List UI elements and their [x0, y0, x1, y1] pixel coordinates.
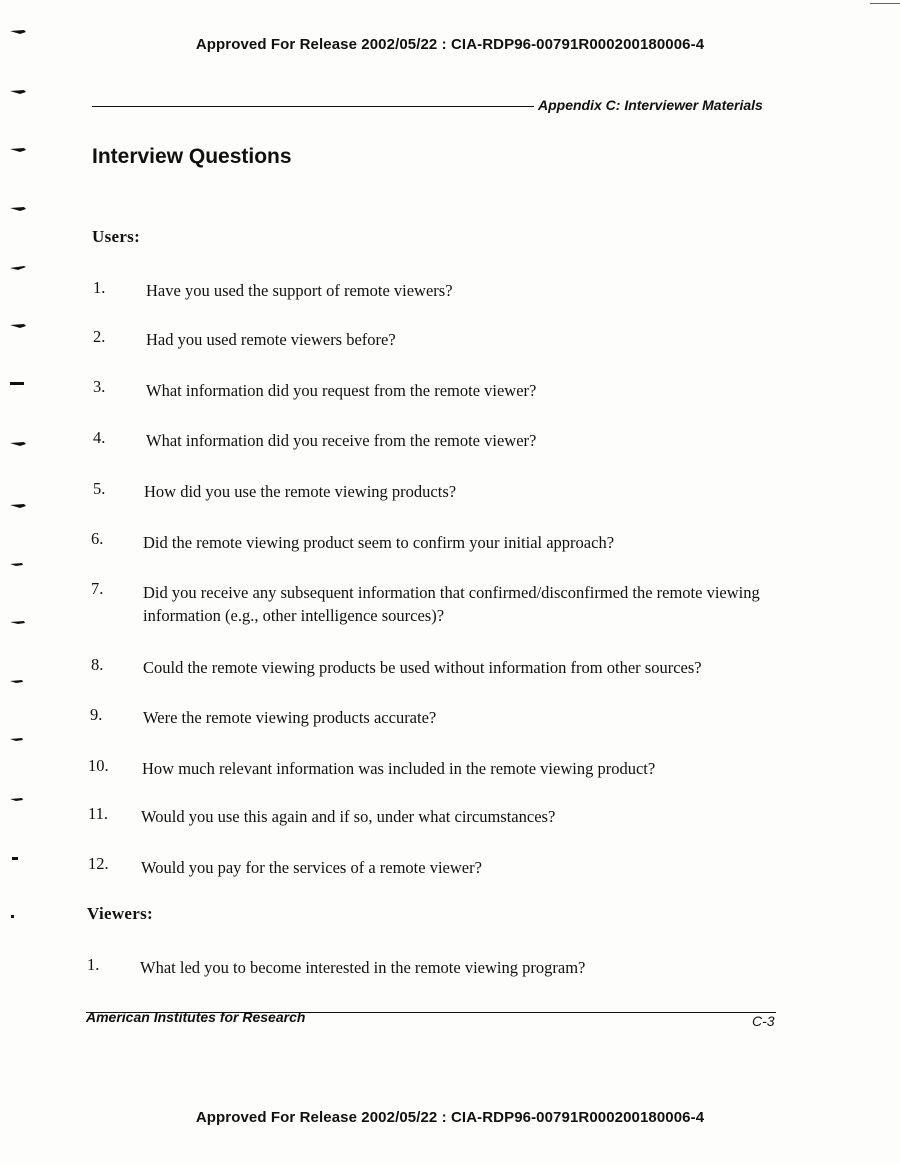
binding-mark	[8, 88, 28, 96]
question-text: Could the remote viewing products be used without information from other sources?	[143, 658, 702, 677]
question-text: Have you used the support of remote viewers?	[146, 281, 453, 300]
question-text: Did the remote viewing product seem to confirm your initial approach?	[143, 533, 615, 552]
question-number: 3.	[93, 377, 106, 396]
question-text: How much relevant information was included in the remote viewing product?	[142, 759, 656, 778]
binding-mark	[8, 205, 28, 213]
viewers-heading: Viewers:	[87, 904, 153, 923]
binding-mark	[8, 677, 28, 685]
header-rule	[92, 106, 534, 107]
binding-mark	[8, 618, 28, 626]
binding-mark	[8, 560, 28, 568]
question-number: 11.	[88, 804, 109, 823]
binding-mark	[8, 264, 28, 272]
question-number: 8.	[91, 655, 104, 674]
question-text: Would you use this again and if so, under what circumstances?	[141, 807, 556, 826]
question-text: What information did you request from the remote viewer?	[146, 381, 537, 400]
binding-mark	[8, 322, 28, 330]
binding-mark	[8, 502, 28, 510]
question-number: 9.	[90, 705, 103, 724]
question-text: Did you receive any subsequent information that confirmed/disconfirmed the remote viewing information (e.g., other intelligence sources)?	[143, 583, 760, 625]
page-title: Interview Questions	[92, 145, 292, 168]
binding-mark	[8, 380, 28, 388]
page-number: C-3	[752, 1013, 775, 1029]
question-number: 5.	[93, 479, 106, 498]
binding-mark	[8, 28, 28, 36]
question-number: 6.	[91, 529, 104, 548]
question-text: How did you use the remote viewing products?	[144, 482, 457, 501]
running-header: Appendix C: Interviewer Materials	[538, 97, 763, 113]
question-number: 1.	[93, 278, 106, 297]
binding-mark	[8, 735, 28, 743]
footer-organization: American Institutes for Research	[86, 1009, 306, 1025]
binding-mark	[8, 912, 28, 920]
users-heading: Users:	[92, 227, 141, 246]
release-stamp-bottom: Approved For Release 2002/05/22 : CIA-RDP96-00791R000200180006-4	[195, 1109, 705, 1126]
binding-mark	[8, 440, 28, 448]
question-number: 12.	[88, 854, 109, 873]
binding-mark	[8, 854, 28, 862]
question-text: Had you used remote viewers before?	[146, 330, 396, 349]
question-text: Were the remote viewing products accurate?	[143, 708, 437, 727]
question-number: 2.	[93, 327, 106, 346]
binding-mark	[8, 795, 28, 803]
release-stamp-top: Approved For Release 2002/05/22 : CIA-RDP96-00791R000200180006-4	[195, 36, 705, 53]
binding-mark	[8, 146, 28, 154]
question-number: 4.	[93, 428, 106, 447]
question-text: What information did you receive from the remote viewer?	[146, 431, 537, 450]
question-number: 10.	[88, 756, 109, 775]
question-number: 7.	[91, 579, 104, 598]
question-number: 1.	[87, 955, 100, 974]
question-text: Would you pay for the services of a remote viewer?	[141, 858, 482, 877]
scan-edge-mark	[870, 3, 900, 4]
question-text: What led you to become interested in the remote viewing program?	[140, 958, 586, 977]
